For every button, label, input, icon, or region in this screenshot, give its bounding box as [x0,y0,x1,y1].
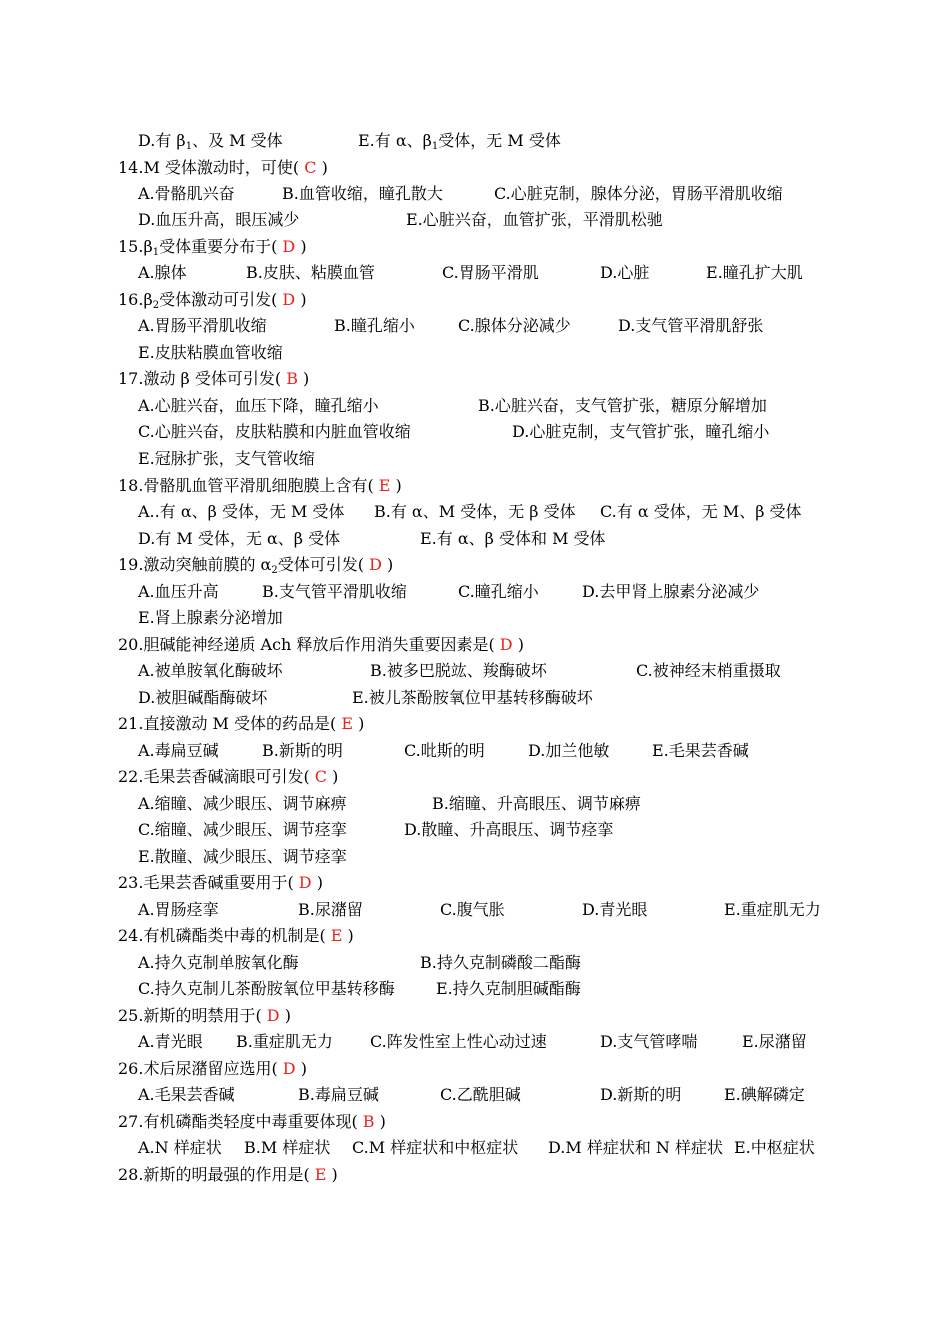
answer-option: A.胃肠平滑肌收缩 [138,316,267,335]
answer-option: B.毒扁豆碱 [298,1085,379,1104]
answer-option: B.支气管平滑肌收缩 [262,582,407,601]
answer-option: C.被神经末梢重摄取 [636,661,781,680]
answer-option: B.新斯的明 [262,741,343,760]
answer-option: B.重症肌无力 [236,1032,333,1051]
answer-letter: B [286,369,298,388]
answer-option: B.持久克制磷酸二酯酶 [420,953,581,972]
answer-option: D.有 M 受体，无 α、β 受体 [138,529,341,548]
answer-option: A.毒扁豆碱 [138,741,219,760]
answer-option: E.碘解磷定 [724,1085,805,1104]
answer-letter: B [362,1112,375,1131]
answer-option: C.M 样症状和中枢症状 [352,1138,519,1157]
answer-option: C.缩瞳、减少眼压、调节痉挛 [138,820,347,839]
answer-option: E.尿潴留 [742,1032,807,1051]
question-text: 14.M 受体激动时，可使( C ) [118,158,328,177]
answer-option: B.心脏兴奋，支气管扩张，糖原分解增加 [478,396,767,415]
question-text: 18.骨骼肌血管平滑肌细胞膜上含有( E ) [118,476,402,495]
question-text: 17.激动 β 受体可引发( B ) [118,369,310,388]
answer-option: E.冠脉扩张，支气管收缩 [138,449,315,468]
answer-letter: C [314,767,328,786]
answer-option: B.瞳孔缩小 [334,316,415,335]
question-text: 21.直接激动 M 受体的药品是( E ) [118,714,365,733]
answer-option: C.有 α 受体，无 M、β 受体 [600,502,802,521]
answer-option: A.被单胺氧化酶破坏 [138,661,283,680]
answer-option: C.阵发性室上性心动过速 [370,1032,547,1051]
answer-letter: C [304,158,317,177]
answer-option: E.持久克制胆碱酯酶 [436,979,581,998]
answer-option: A..有 α、β 受体，无 M 受体 [138,502,345,521]
question-text: 26.术后尿潴留应选用( D ) [118,1059,307,1078]
question-text: 25.新斯的明禁用于( D ) [118,1006,291,1025]
answer-option: C.腹气胀 [440,900,505,919]
answer-letter: D [282,1059,296,1078]
answer-option: E.有 α、β 受体和 M 受体 [420,529,606,548]
answer-option: A.胃肠痉挛 [138,900,219,919]
answer-option: E.心脏兴奋，血管扩张，平滑肌松驰 [406,210,663,229]
answer-option: A.腺体 [138,263,187,282]
answer-option: D.支气管平滑肌舒张 [618,316,764,335]
question-text: 27.有机磷酯类轻度中毒重要体现( B ) [118,1112,386,1131]
answer-option: E.毛果芸香碱 [652,741,749,760]
answer-option: B.皮肤、粘膜血管 [246,263,375,282]
answer-letter: E [314,1165,327,1184]
question-text: $15.\beta_1$受体重要分布于( D ) [118,237,307,258]
answer-option: E.中枢症状 [734,1138,815,1157]
answer-option: B.被多巴脱竑、羧酶破坏 [370,661,547,680]
answer-option: D.心脏 [600,263,650,282]
answer-option: C.心脏兴奋，皮肤粘膜和内脏血管收缩 [138,422,411,441]
answer-option: D.散瞳、升高眼压、调节痉挛 [404,820,614,839]
answer-option: B.血管收缩，瞳孔散大 [282,184,443,203]
answer-option: D.心脏克制，支气管扩张，瞳孔缩小 [512,422,770,441]
answer-option: C.乙酰胆碱 [440,1085,521,1104]
answer-option: C.心脏克制，腺体分泌，胃肠平滑肌收缩 [494,184,783,203]
answer-letter: E [330,926,343,945]
answer-option: C.持久克制儿茶酚胺氧位甲基转移酶 [138,979,395,998]
answer-option: B.M 样症状 [244,1138,331,1157]
question-text: 24.有机磷酯类中毒的机制是( E ) [118,926,354,945]
answer-option: B.有 α、M 受体，无 β 受体 [374,502,576,521]
answer-option: D.血压升高，眼压减少 [138,210,300,229]
answer-option: C.瞳孔缩小 [458,582,539,601]
answer-option: C.腺体分泌减少 [458,316,571,335]
question-text: 23.毛果芸香碱重要用于( D ) [118,873,323,892]
answer-option: D.去甲肾上腺素分泌减少 [582,582,760,601]
answer-option: A.血压升高 [138,582,219,601]
answer-letter: D [266,1006,280,1025]
answer-option: E.被儿茶酚胺氧位甲基转移酶破坏 [352,688,593,707]
answer-letter: E [378,476,391,495]
answer-option: A.心脏兴奋，血压下降，瞳孔缩小 [138,396,379,415]
answer-option: A.持久克制单胺氧化酶 [138,953,299,972]
answer-option: E.肾上腺素分泌增加 [138,608,283,627]
answer-option: A.青光眼 [138,1032,203,1051]
answer-letter: D [282,290,296,309]
answer-option: E.皮肤粘膜血管收缩 [138,343,283,362]
answer-option: B.缩瞳、升高眼压、调节麻痹 [432,794,641,813]
answer-option: E.瞳孔扩大肌 [706,263,803,282]
question-text: 28.新斯的明最强的作用是( E ) [118,1165,338,1184]
answer-option: E.散瞳、减少眼压、调节痉挛 [138,847,347,866]
answer-option: D.新斯的明 [600,1085,682,1104]
answer-option: C.胃肠平滑肌 [442,263,539,282]
question-text: $16.\beta_2$受体激动可引发( D ) [118,290,307,311]
answer-option: E.重症肌无力 [724,900,821,919]
answer-option: A.N 样症状 [138,1138,222,1157]
answer-option: D.M 样症状和 N 样症状 [548,1138,723,1157]
answer-option: E.有 α、$\beta_1$受体，无 M 受体 [358,131,561,152]
answer-option: D.青光眼 [582,900,648,919]
answer-letter: D [298,873,312,892]
answer-option: A.毛果芸香碱 [138,1085,235,1104]
answer-option: D.加兰他敏 [528,741,610,760]
answer-letter: D [282,237,296,256]
question-text: 19.激动突触前膜的 $\alpha_2$受体可引发( D ) [118,555,394,576]
answer-option: D.有 $\beta_1$、及 M 受体 [138,131,283,152]
answer-option: B.尿潴留 [298,900,363,919]
answer-option: D.支气管哮喘 [600,1032,698,1051]
answer-option: A.骨骼肌兴奋 [138,184,235,203]
question-text: 20.胆碱能神经递质 Ach 释放后作用消失重要因素是( D ) [118,635,524,654]
question-text: 22.毛果芸香碱滴眼可引发( C ) [118,767,339,786]
answer-option: A.缩瞳、减少眼压、调节麻痹 [138,794,347,813]
answer-option: C.吡斯的明 [404,741,485,760]
answer-letter: D [369,555,382,574]
answer-letter: E [341,714,354,733]
answer-option: D.被胆碱酯酶破坏 [138,688,268,707]
answer-letter: D [499,635,513,654]
